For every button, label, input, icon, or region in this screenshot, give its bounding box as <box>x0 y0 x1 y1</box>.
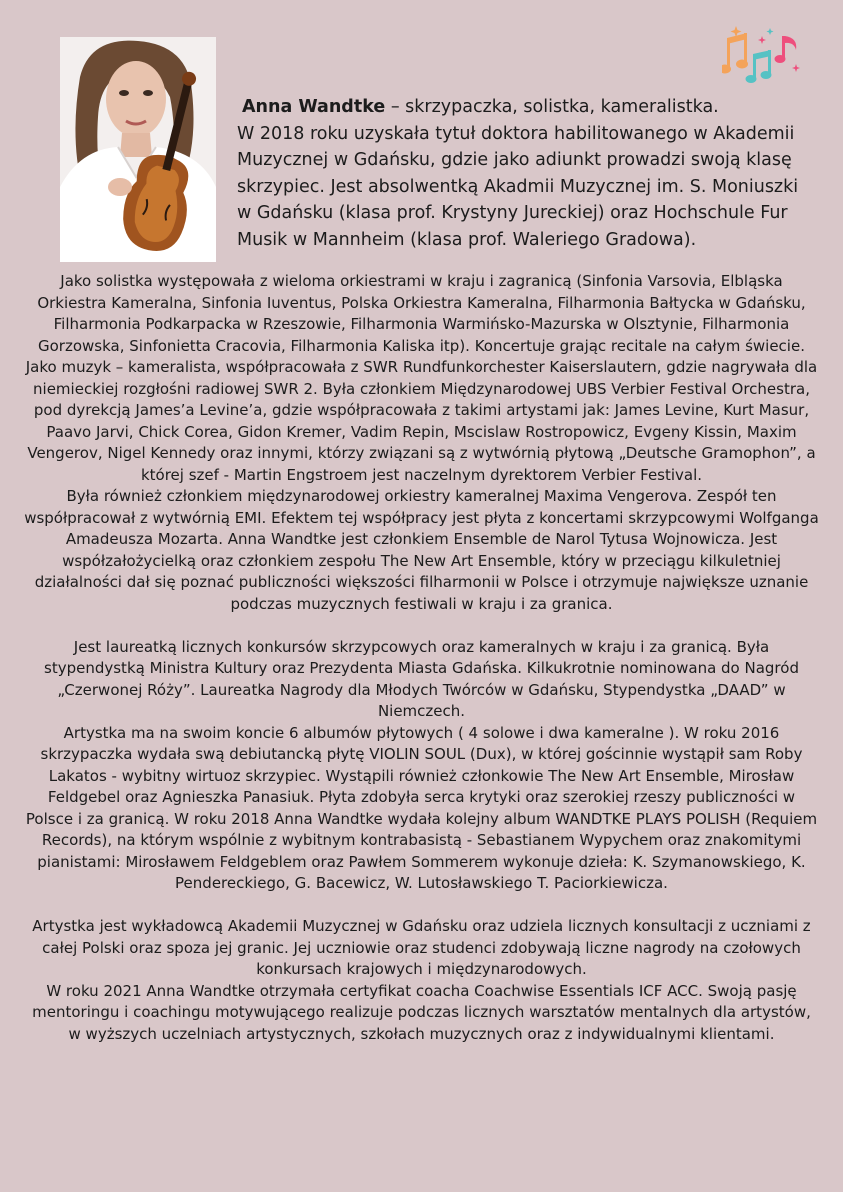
artist-name: Anna Wandtke <box>242 97 386 117</box>
spacer <box>24 615 819 637</box>
intro-line: Musik w Mannheim (klasa prof. Waleriego Gradowa). <box>237 229 697 250</box>
intro-block <box>237 94 817 254</box>
paragraph-ensembles: Była również członkiem międzynarodowej orkiestry kameralnej Maxima Vengerova. Zespół ten współpracował z wytwórnią EMI. Efektem tej współpracy jest płyta z koncertami skrzypcowymi Wolfganga Amadeusza Mozarta. Anna Wandtke jest członkiem Ensemble de Narol Tytusa Wojnowicza. Jest współzałożycielką oraz członkiem zespołu The New Art Ensemble, który w przeciągu kilkuletniej działalności dał się poznać publiczności większości filharmonii w Polsce i otrzymuje największe uznanie podczas muzycznych festiwali w kraju i za granica. <box>24 487 819 613</box>
biography-text <box>24 271 819 1045</box>
paragraph-awards: Jest laureatką licznych konkursów skrzypcowych oraz kameralnych w kraju i za granicą. Była stypendystką Ministra Kultury oraz Prezydenta Miasta Gdańska. Kilkukrotnie nominowana do Nagród „Czerwonej Róży”. Laureatka Nagrody dla Młodych Twórców w Gdańsku, Stypendystka „DAAD” w Niemczech. <box>44 637 799 720</box>
violinist-photo <box>60 37 216 262</box>
music-notes-icon <box>722 24 804 86</box>
intro-line: Muzycznej w Gdańsku, gdzie jako adiunkt prowadzi swoją klasę <box>237 150 792 171</box>
intro-first-line <box>237 94 817 121</box>
intro-line: w Gdańsku (klasa prof. Krystyny Jureckiej) oraz Hochschule Fur <box>237 203 788 224</box>
intro-line: skrzypiec. Jest absolwentką Akadmii Muzycznej im. S. Moniuszki <box>237 176 799 197</box>
paragraph-teaching: Artystka jest wykładowcą Akademii Muzycznej w Gdańsku oraz udziela licznych konsultacji z uczniami z całej Polski oraz spoza jej granic. Jej uczniowie oraz studenci zdobywają liczne nagrody na czołowych konkursach krajowych i międzynarodowych. <box>32 917 811 978</box>
artist-roles: – skrzypaczka, solistka, kameralistka. <box>385 97 719 117</box>
paragraph-coaching: W roku 2021 Anna Wandtke otrzymała certyfikat coacha Coachwise Essentials ICF ACC. Swoją pasję mentoringu i coachingu motywującego realizuje podczas licznych warsztatów mentalnych dla artystów, w wyższych uczelniach artystycznych, szkołach muzycznych oraz z indywidualnymi klientami. <box>32 981 811 1043</box>
spacer <box>24 895 819 917</box>
paragraph-albums: Artystka ma na swoim koncie 6 albumów płytowych ( 4 solowe i dwa kameralne ). W roku 2016 skrzypaczka wydała swą debiutancką płytę VIOLIN SOUL (Dux), w której gościnnie wystąpił sam Roby Lakatos - wybitny wirtuoz skrzypiec. Wystąpili również członkowie The New Art Ensemble, Mirosław Feldgebel oraz Agnieszka Panasiuk. Płyta zdobyła serca krytyki oraz szerokiej rzeszy publiczności w Polsce i za granicą. W roku 2018 Anna Wandtke wydała kolejny album WANDTKE PLAYS POLISH (Requiem Records), na którym wspólnie z wybitnym kontrabasistą - Sebastianem Wypychem oraz znakomitymi pianistami: Mirosławem Feldgeblem oraz Pawłem Sommerem wykonuje dzieła: K. Szymanowskiego, K. Pendereckiego, G. Bacewicz, W. Lutosławskiego T. Paciorkiewicza. <box>25 723 818 892</box>
paragraph-chamber: Jako muzyk – kameralista, współpracowała z SWR Rundfunkorchester Kaiserslautern, gdzie nagrywała dla niemieckiej rozgłośni radiowej SWR 2. Była członkiem Międzynarodowej UBS Verbier Festival Orchestra, pod dyrekcją James’a Levine’a, gdzie współpracowała z takimi artystami jak: James Levine, Kurt Masur, Paavo Jarvi, Chick Corea, Gidon Kremer, Vadim Repin, Mscislaw Rostropowicz, Evgeny Kissin, Maxim Vengerov, Nigel Kennedy oraz innymi, którzy związani są z wytwórnią płytową „Deutsche Gramophon”, a której szef - Martin Engstroem jest naczelnym dyrektorem Verbier Festival. <box>25 358 818 484</box>
paragraph-soloist: Jako solistka występowała z wieloma orkiestrami w kraju i zagranicą (Sinfonia Varsovia, Elbląska Orkiestra Kameralna, Sinfonia Iuventus, Polska Orkiestra Kameralna, Filharmonia Bałtycka w Gdańsku, Filharmonia Podkarpacka w Rzeszowie, Filharmonia Warmińsko-Mazurska w Olsztynie, Filharmonia Gorzowska, Sinfonietta Cracovia, Filharmonia Kaliska itp). Koncertuje grając recitale na całym świecie. <box>37 272 806 355</box>
intro-line: W 2018 roku uzyskała tytuł doktora habilitowanego w Akademii <box>237 123 795 144</box>
